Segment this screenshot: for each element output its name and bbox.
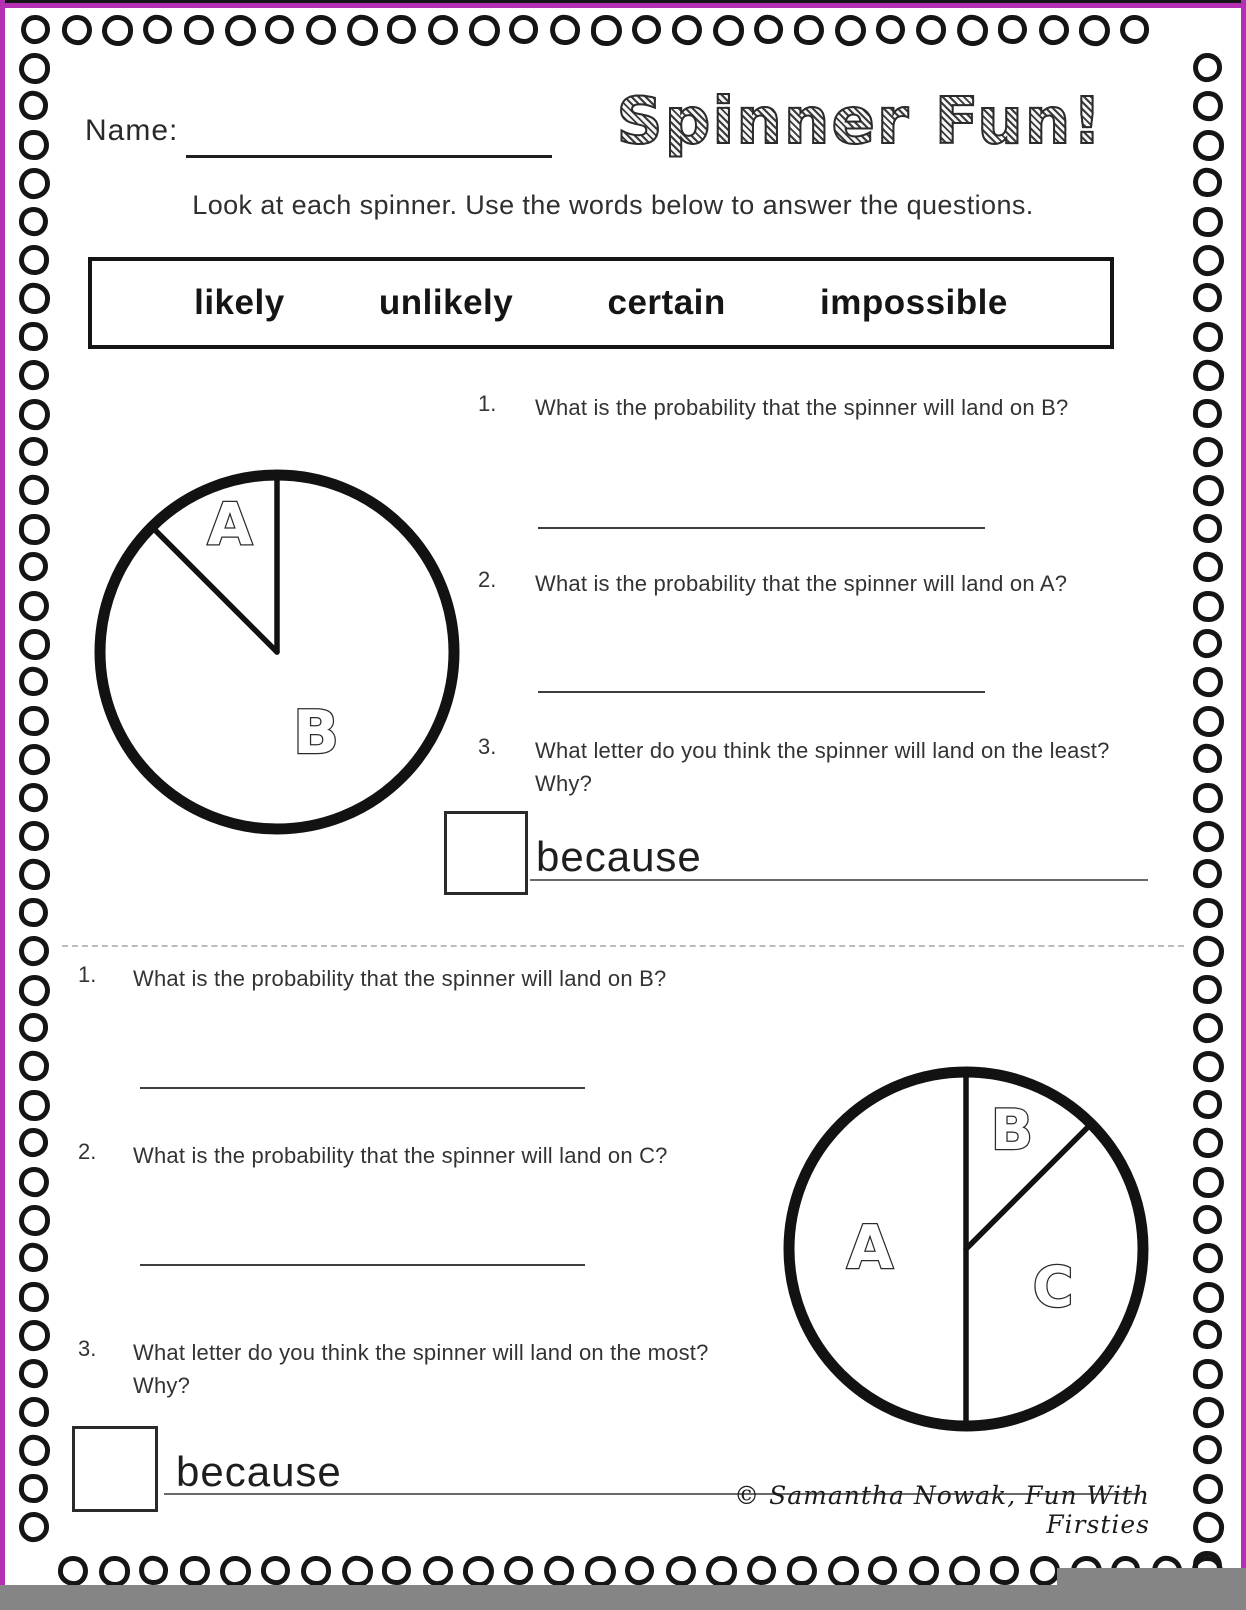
border-ring	[997, 14, 1027, 44]
border-ring	[1191, 1395, 1225, 1429]
s2-q1-answer-line	[140, 1087, 585, 1089]
border-ring	[300, 1555, 331, 1586]
border-ring	[98, 1555, 130, 1587]
border-ring	[259, 1554, 291, 1586]
border-ring	[705, 1555, 737, 1587]
s1-q3-text: What letter do you think the spinner will land on the least? Why?	[535, 738, 1110, 796]
border-ring	[1191, 819, 1225, 853]
border-ring	[1193, 513, 1223, 543]
page-frame-top	[0, 3, 1246, 8]
s2-answer-box	[72, 1426, 158, 1512]
border-ring	[17, 1319, 51, 1353]
footer-credit: © Samantha Nowak, Fun With Firsties	[734, 1481, 1150, 1539]
border-ring	[381, 1555, 411, 1585]
border-ring	[18, 1473, 48, 1503]
border-ring	[1077, 13, 1112, 48]
border-ring	[17, 589, 50, 622]
s2-q2-text: What is the probability that the spinner will land on C?	[133, 1143, 668, 1168]
border-ring	[18, 705, 50, 737]
border-ring	[102, 14, 134, 46]
border-ring	[1192, 1281, 1224, 1313]
border-ring	[1191, 1510, 1227, 1546]
border-ring	[19, 1013, 49, 1043]
border-ring	[18, 244, 49, 275]
border-ring	[1193, 1089, 1223, 1119]
border-ring	[548, 13, 583, 48]
border-ring	[305, 14, 336, 45]
border-ring	[955, 13, 991, 49]
spinner-ab-label-a: A	[207, 490, 253, 558]
border-ring	[1192, 129, 1224, 161]
border-ring	[1192, 590, 1225, 623]
border-ring	[664, 1554, 697, 1587]
word-bank-word-unlikely: unlikely	[378, 283, 514, 322]
border-ring	[17, 473, 52, 508]
border-ring	[1192, 628, 1224, 660]
border-ring	[18, 513, 51, 546]
border-ring	[1119, 15, 1149, 45]
border-ring	[17, 973, 52, 1008]
word-bank-word-impossible: impossible	[820, 283, 1008, 322]
border-ring	[826, 1554, 860, 1588]
border-ring	[18, 1281, 50, 1313]
border-ring	[1191, 666, 1224, 699]
s1-because-label: because	[536, 833, 702, 880]
border-ring	[60, 13, 93, 46]
border-ring	[1192, 321, 1223, 352]
border-ring	[1192, 782, 1224, 814]
border-ring	[421, 1555, 454, 1588]
border-ring	[542, 1554, 577, 1589]
border-ring	[1192, 974, 1222, 1004]
border-ring	[179, 1555, 211, 1587]
spinner-abc-label-b: B	[991, 1098, 1033, 1162]
border-ring	[18, 551, 50, 583]
border-ring	[467, 13, 502, 48]
border-ring	[1192, 398, 1222, 428]
worksheet-title: Spinner Fun!	[580, 70, 1140, 174]
border-ring	[1192, 1012, 1225, 1045]
s1-q3-number: 3.	[478, 734, 497, 759]
s2-q2-number: 2.	[78, 1139, 97, 1164]
border-ring	[590, 14, 623, 47]
border-ring	[141, 13, 175, 47]
border-ring	[17, 743, 51, 777]
border-ring	[1191, 550, 1226, 585]
border-ring	[17, 1433, 53, 1469]
border-ring	[794, 14, 826, 46]
border-ring	[1191, 1318, 1225, 1352]
border-ring	[1192, 1204, 1224, 1236]
border-ring	[1191, 358, 1227, 394]
s1-q2-answer-line	[538, 691, 985, 693]
border-ring	[1192, 1473, 1223, 1504]
border-ring	[1191, 742, 1225, 776]
border-ring	[866, 1554, 898, 1586]
border-ring	[1192, 1358, 1224, 1390]
scan-artifact-gray-bottom	[0, 1585, 1246, 1610]
word-bank-word-likely: likely	[194, 283, 285, 322]
s2-q2-answer-line	[140, 1264, 585, 1266]
border-ring	[874, 13, 906, 45]
spinner-ab-label-b: B	[293, 698, 339, 768]
border-ring	[18, 820, 49, 851]
border-ring	[17, 1049, 52, 1084]
page-frame-right	[1241, 0, 1246, 1610]
section-divider	[62, 945, 1184, 947]
border-ring	[17, 1241, 51, 1275]
s1-q1-answer-line	[538, 527, 985, 529]
s2-q1-number: 1.	[78, 962, 97, 987]
border-ring	[17, 397, 52, 432]
border-ring	[1192, 897, 1223, 928]
border-ring	[1192, 705, 1224, 737]
instructions-text: Look at each spinner. Use the words below to answer the questions.	[192, 190, 1034, 220]
border-ring	[264, 13, 296, 45]
s1-q1-text: What is the probability that the spinner will land on B?	[535, 395, 1069, 420]
spinner-abc-label-a: A	[846, 1213, 894, 1283]
border-ring	[630, 14, 662, 46]
border-ring	[137, 1554, 171, 1588]
border-ring	[1191, 166, 1225, 200]
border-ring	[1191, 1242, 1224, 1275]
border-ring	[344, 13, 380, 49]
border-ring	[18, 129, 50, 161]
border-ring	[19, 437, 49, 467]
border-ring	[18, 935, 51, 968]
s1-q1-number: 1.	[478, 391, 497, 416]
border-ring	[18, 1396, 49, 1427]
border-ring	[20, 14, 52, 46]
border-ring	[18, 321, 48, 351]
border-ring	[17, 167, 51, 201]
border-ring	[17, 205, 49, 237]
border-ring	[712, 14, 744, 46]
border-ring	[786, 1555, 818, 1587]
border-ring	[18, 52, 50, 84]
spinner-abc-diagram	[773, 1056, 1159, 1442]
s2-q3-number: 3.	[78, 1336, 97, 1361]
border-ring	[18, 1511, 51, 1544]
border-ring	[744, 1554, 778, 1588]
border-ring	[1191, 474, 1226, 509]
border-ring	[223, 13, 257, 47]
border-ring	[1192, 206, 1224, 238]
word-bank-box	[88, 257, 1114, 349]
border-ring	[1191, 858, 1223, 890]
border-ring	[584, 1555, 617, 1588]
border-ring	[17, 281, 53, 317]
border-ring	[1192, 52, 1224, 84]
border-ring	[670, 13, 703, 46]
border-ring	[989, 1555, 1019, 1585]
border-ring	[17, 781, 49, 813]
border-ring	[183, 14, 215, 46]
s2-q3-text: What letter do you think the spinner will land on the most? Why?	[133, 1340, 709, 1398]
border-ring	[509, 15, 539, 45]
border-ring	[387, 14, 417, 44]
border-ring	[1191, 1434, 1223, 1466]
s1-because-line	[530, 879, 1148, 881]
border-ring	[18, 897, 48, 927]
spinner-abc-label-c: C	[1032, 1255, 1074, 1319]
border-ring	[18, 1127, 50, 1159]
border-ring	[17, 665, 51, 699]
name-blank-line	[186, 155, 552, 158]
page-frame-left	[0, 0, 5, 1610]
border-ring	[218, 1554, 252, 1588]
border-ring	[461, 1554, 496, 1589]
spinner-ab-diagram	[84, 459, 470, 845]
word-bank-word-certain: certain	[607, 283, 726, 322]
border-ring	[17, 1357, 49, 1389]
border-ring	[18, 1204, 50, 1236]
border-ring	[1191, 282, 1223, 314]
border-ring	[624, 1555, 656, 1587]
border-ring	[17, 89, 51, 123]
border-ring	[833, 13, 867, 47]
border-ring	[1191, 90, 1224, 123]
border-ring	[1037, 14, 1070, 47]
border-ring	[17, 857, 53, 893]
name-label: Name:	[85, 114, 179, 147]
border-ring	[916, 14, 947, 45]
border-ring	[1192, 436, 1225, 469]
border-ring	[1191, 1050, 1226, 1085]
border-ring	[18, 1089, 51, 1122]
border-ring	[503, 1556, 533, 1586]
border-ring	[17, 1165, 50, 1198]
s2-because-label: because	[176, 1448, 342, 1495]
border-ring	[1191, 1126, 1226, 1161]
s1-q2-text: What is the probability that the spinner will land on A?	[535, 571, 1068, 596]
border-ring	[1191, 934, 1227, 970]
s1-answer-box	[444, 811, 528, 895]
border-ring	[751, 13, 785, 47]
border-ring	[908, 1555, 939, 1586]
s1-q2-number: 2.	[478, 567, 497, 592]
border-ring	[427, 14, 460, 47]
border-ring	[18, 628, 50, 660]
border-ring	[1192, 1166, 1225, 1199]
border-ring	[56, 1554, 89, 1587]
border-ring	[1191, 243, 1225, 277]
border-ring	[18, 359, 51, 392]
s2-q1-text: What is the probability that the spinner will land on B?	[133, 966, 667, 991]
